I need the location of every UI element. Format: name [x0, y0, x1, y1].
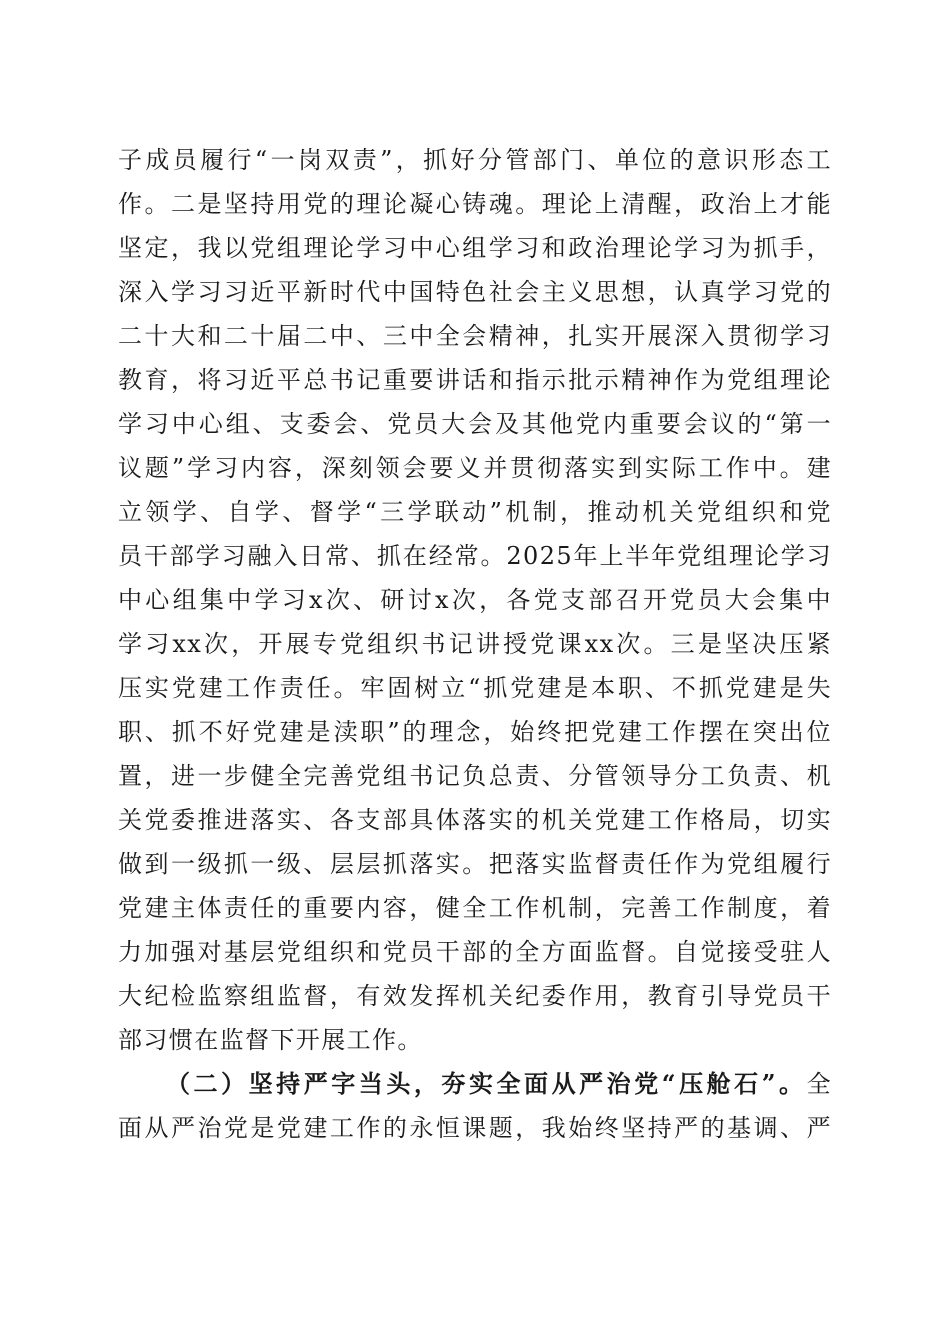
- section-heading: （二）坚持严字当头，夯实全面从严治党“压舱石”。: [166, 1069, 807, 1098]
- paragraph-line: 员干部学习融入日常、抓在经常。2025年上半年党组理论学习: [118, 542, 832, 570]
- paragraph-line: 教育，将习近平总书记重要讲话和指示批示精神作为党组理论: [118, 366, 832, 394]
- paragraph-line: 学习xx次，开展专党组织书记讲授党课xx次。三是坚决压紧: [118, 630, 832, 658]
- paragraph-line: 议题”学习内容，深刻领会要义并贯彻落实到实际工作中。建: [118, 454, 832, 482]
- paragraph-line: 关党委推进落实、各支部具体落实的机关党建工作格局，切实: [118, 806, 832, 834]
- paragraph-line: 立领学、自学、督学“三学联动”机制，推动机关党组织和党: [118, 498, 832, 526]
- paragraph-line: 置，进一步健全完善党组书记负总责、分管领导分工负责、机: [118, 762, 832, 790]
- paragraph-line: 二十大和二十届二中、三中全会精神，扎实开展深入贯彻学习: [118, 322, 832, 350]
- section-heading-tail: 全: [806, 1070, 832, 1098]
- paragraph-line: 学习中心组、支委会、党员大会及其他党内重要会议的“第一: [118, 410, 832, 438]
- paragraph-line: 子成员履行“一岗双责”，抓好分管部门、单位的意识形态工: [118, 146, 832, 174]
- paragraph-line: 深入学习习近平新时代中国特色社会主义思想，认真学习党的: [118, 278, 832, 306]
- paragraph-line: 面从严治党是党建工作的永恒课题，我始终坚持严的基调、严: [118, 1114, 832, 1142]
- paragraph-line: 大纪检监察组监督，有效发挥机关纪委作用，教育引导党员干: [118, 982, 832, 1010]
- section-heading-line: [166, 1064, 832, 1104]
- paragraph-line: 职、抓不好党建是渎职”的理念，始终把党建工作摆在突出位: [118, 718, 832, 746]
- paragraph-line: 作。二是坚持用党的理论凝心铸魂。理论上清醒，政治上才能: [118, 190, 832, 218]
- paragraph-line: 部习惯在监督下开展工作。: [118, 1026, 423, 1054]
- paragraph-line: 党建主体责任的重要内容，健全工作机制，完善工作制度，着: [118, 894, 832, 922]
- paragraph-line: 做到一级抓一级、层层抓落实。把落实监督责任作为党组履行: [118, 850, 832, 878]
- paragraph-line: 坚定，我以党组理论学习中心组学习和政治理论学习为抓手，: [118, 234, 832, 262]
- paragraph-line: 压实党建工作责任。牢固树立“抓党建是本职、不抓党建是失: [118, 674, 832, 702]
- paragraph-line: 力加强对基层党组织和党员干部的全方面监督。自觉接受驻人: [118, 938, 832, 966]
- paragraph-line: 中心组集中学习x次、研讨x次，各党支部召开党员大会集中: [118, 586, 832, 614]
